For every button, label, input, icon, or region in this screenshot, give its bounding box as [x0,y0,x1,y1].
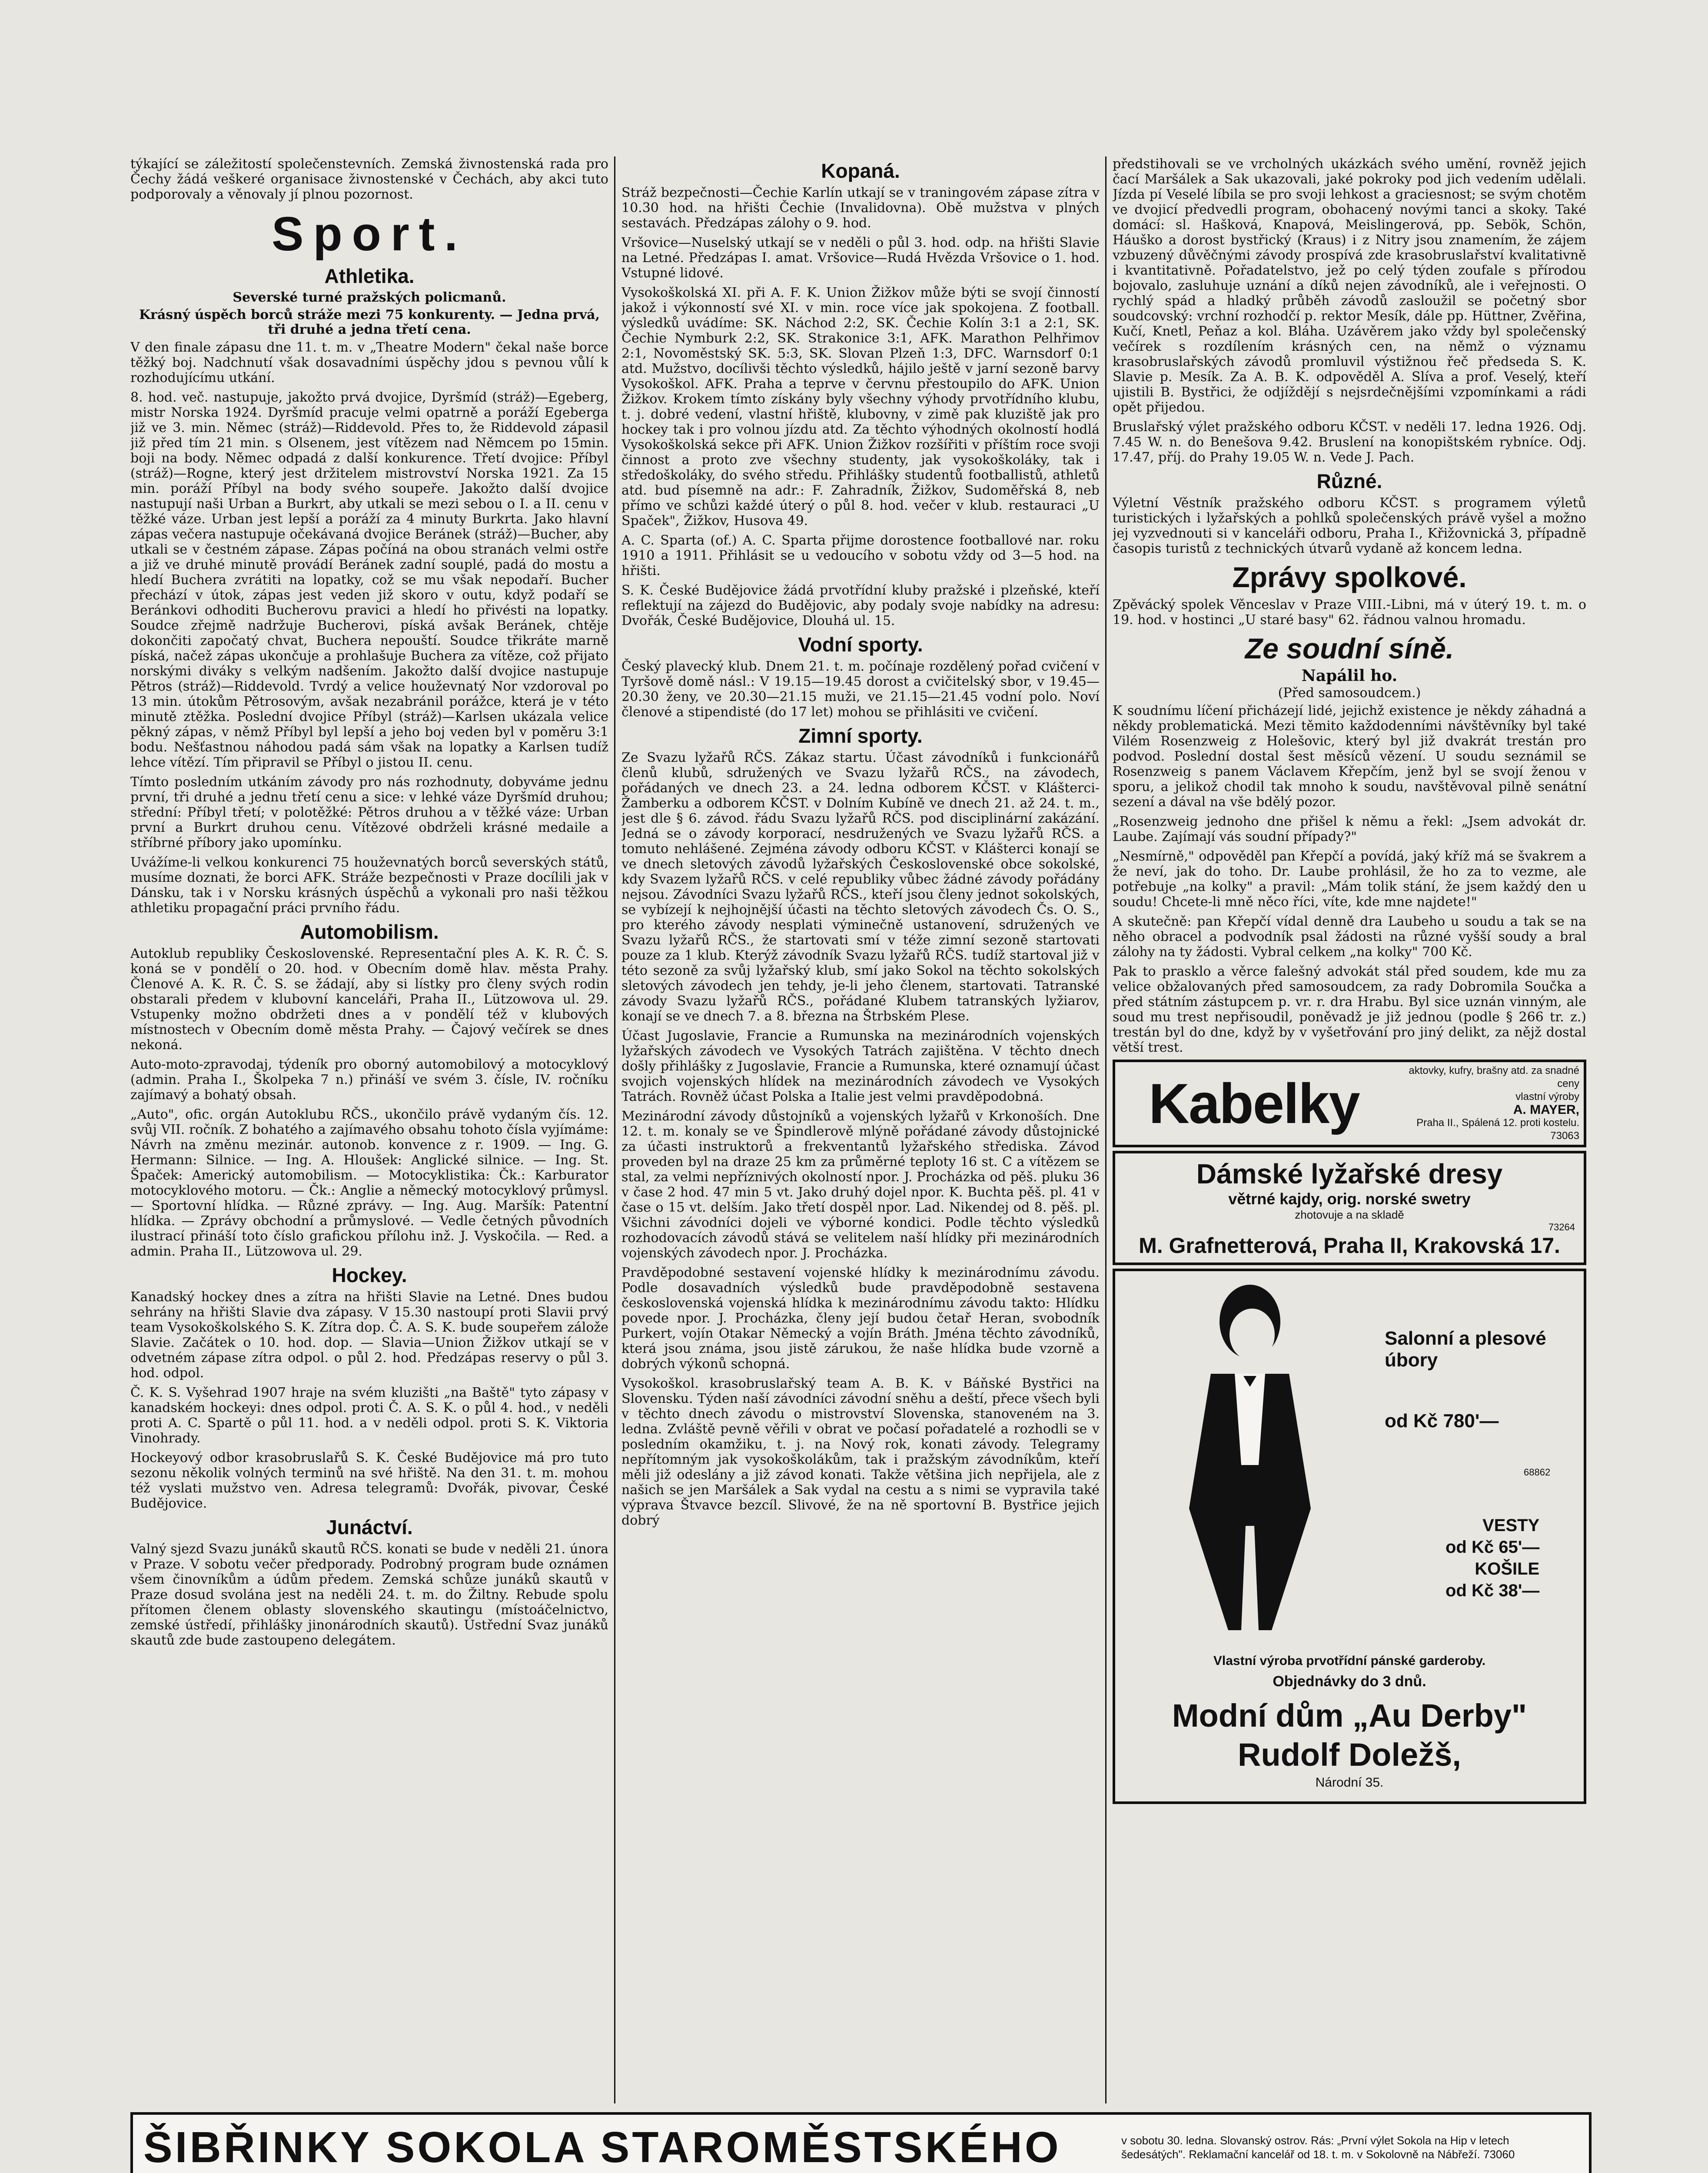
ad-title: Dámské lyžařské dresy [1196,1158,1503,1190]
ad-number: 68862 [1524,1467,1551,1478]
banner-subtitle: v sobotu 30. ledna. Slovanský ostrov. Rás: „První výlet Sokola na Hip v letech šedesátých". Reklamační kancelář od 18. t. m. v Sokolovně na Nábřeží. 73060 [1121,2134,1515,2161]
heading-vodni-sporty: Vodní sporty. [798,633,923,656]
ad-number: 73063 [1550,1130,1579,1142]
paragraph: Bruslařský výlet pražského odboru KČST. v neděli 17. ledna 1926. Odj. 7.45 W. n. do Benešova 9.42. Bruslení na konopištském rybníce. Odj. 17.47, příj. do Prahy 19.05 W. n. Vede J. Pach. [1113,419,1586,465]
paragraph: S. K. České Budějovice žádá prvotřídní kluby pražské i plzeňské, kteří reflektují na zájezd do Budějovic, aby podaly svoje nabídky na adresu: Dvořák, České Budějovice, Dlouhá ul. 15. [621,583,1100,628]
gentleman-illustration [1141,1283,1367,1639]
paragraph: Vysokoškolská XI. při A. F. K. Union Žižkov může býti se svojí činností jakož i výkonností své XI. v min. roce více jak spokojena. Z football. výsledků uvádíme: SK. Náchod 2:2, SK. Čechie Kolín 3:1 a 2:1, SK. Čechie Nymburk 2:2, SK. Strakonice 3:1, AFK. Marathon Pelhřimov 2:1, Novoměstský SK. 5:3, SK. Slovan Plzeň 1:3, DFC. Warnsdorf 0:1 atd. Mužstvo, docílivši těchto výsledků, hájilo ještě v jarní sezoně barvy Vysokoškol. AFK. Praha a teprve v červnu přestoupilo do AFK. Union Žižkov. Krokem tímto získány byly všechny výhody prvotřídního klubu, t. j. dobré vedení, vlastní hřiště, klubovny, v zimě pak kluziště jak pro hockey tak i pro volnou jízdu atd. Za těchto výhodných okolností hodlá Vysokoškolská sekce při AFK. Union Žižkov rozšířiti v příštím roce svoji činnost a proto zve všechny studenty, jak vysokoškoláky, tak i středoškoláky, do svého středu. Přihlášky studentů footballistů, athletů atd. bud písemně na adr.: F. Zahradník, Žižkov, Sudoměřská 8, neb přímo ve schůzi každé úterý o půl 8. hod. večer v klub. restauraci „U Spaček", Žižkov, Husova 49. [621,285,1100,528]
paragraph: Zpěvácký spolek Věnceslav v Praze VIII.-Libni, má v úterý 19. t. m. o 19. hod. v hostinci „U staré basy" 62. řádnou valnou hromadu. [1113,597,1586,628]
heading-ruzne: Různé. [1316,470,1382,492]
paragraph: Český plavecký klub. Dnem 21. t. m. počínaje rozdělený pořad cvičení v Tyršově domě násl.: V 19.15—19.45 dorost a cvičitelský sbor, v 19.45—20.30 ženy, ve 20.30—21.15 muži, ve 21.15—21.45 vodní polo. Noví členové a stipendisté (do 17 let) mohou se přihlásiti ve cvičení. [621,659,1100,720]
heading-hockey: Hockey. [332,1264,407,1286]
paragraph: Hockeyový odbor krasobruslařů S. K. České Budějovice má pro tuto sezonu několik volných terminů na své hřiště. Na den 31. t. m. mohou též vyslati mužstvo ven. Adresa telegramů: Dvořák, pivovar, České Budějovice. [130,1450,608,1511]
paragraph: Valný sjezd Svazu junáků skautů RČS. konati se bude v neděli 21. února v Praze. V sobotu večer předporady. Podrobný program bude oznámen všem činovníkům a údům předem. Zemská schůze junáků skautů v Praze dosud svolána jest na neděli 24. t. m. do Žiltny. Rebude spolu přítomen členem oblasty slovenského skautingu (místoáčelnictvo, zemské ústředí, přihlášky jinonárodních skautů). Ústřední Svaz junáků skautů zde bude zastoupeno delegátem. [130,1542,608,1648]
ad-brand: A. MAYER, [1513,1103,1579,1117]
article-title: Napálil ho. [1301,667,1398,685]
ad-price: od Kč 780'— [1385,1410,1499,1432]
column-rule [614,156,615,2103]
paragraph: Auto-moto-zpravodaj, týdeník pro oborný automobilový a motocyklový (admin. Praha I., Školpeka 7 n.) přináší ve svém 3. čísle, IV. ročníku zajímavý a bohatý obsah. [130,1057,608,1103]
ad-text: aktovky, kufry, brašny atd. za snadné ceny [1409,1065,1579,1090]
article-subtitle: (Před samosoudcem.) [1278,685,1421,701]
ad-address: Praha II., Spálená 12. proti kostelu. [1416,1117,1579,1129]
ad-text: Salonní a plesové úbory [1385,1328,1546,1371]
paragraph: Uvážíme-li velkou konkurenci 75 houževnatých borců severských států, musíme doznati, že borci AFK. Stráže bezpečnosti v Praze docílili jak v Dánsku, tak i v Norsku krásných úspěchů a vykonali pro naši těžkou athletiku propagační práci prvního řádu. [130,855,608,916]
ad-title: Modní dům „Au Derby" [1172,1698,1527,1734]
ad-text: Objednávky do 3 dnů. [1273,1673,1426,1690]
ad-text: KOŠILE [1475,1559,1540,1578]
column-2 [621,156,1100,2103]
subheading: Severské turné pražských policmanů. [233,290,506,305]
paragraph: Autoklub republiky Československé. Representační ples A. K. R. Č. S. koná se v pondělí o 20. hod. v Obecním domě hlav. města Prahy. Členové A. K. R. Č. S. se žádají, aby si lístky pro členy svých rodin obstarali předem v klubovní kanceláři, Praha II., Lützowova ul. 29. Vstupenky možno obdržeti dnes a v pondělí též v klubových místnostech v Obecním domě města Prahy. — Čajový večírek se dnes nekoná. [130,946,608,1053]
heading-athletika: Athletika. [324,265,415,287]
ad-title: Kabelky [1149,1072,1359,1135]
paragraph: „Rosenzweig jednoho dne přišel k němu a řekl: „Jsem advokát dr. Laube. Zajímají vás soudní případy?" [1113,814,1586,844]
ad-price: od Kč 38'— [1445,1581,1540,1600]
ad-text: vlastní výroby [1515,1091,1579,1103]
paragraph: Výletní Věstník pražského odboru KČST. s programem výletů turistických i lyžařských a pohlků společenských právě vyšel a možno jej vyzvednouti si v kanceláři odboru, Praha I., Křižovnická 3, případně časopis turistů z technických útvarů vydaně až koncem ledna. [1113,495,1586,556]
paragraph: předstihovali se ve vrcholných ukázkách svého umění, rovněž jejich čací Maršálek a Sak ukazovali, jaké pokroky pod jich vedením udělali. Jízda pí Veselé líbila se pro svoji lehkost a graciesnost; se svým chotěm ve dvojicí předvedli program, obohacený novými tanci a skoky. Také domácí: sl. Hašková, Knapová, Meislingerová, pp. Sebök, Schön, Háuško a dorost bystřický (Kraus) i z Nitry jsou znamením, že zájem vzbuzený důvěčnými závody prospívá zde krasobruslařství kvalitativně i kvantitativně. Pořadatelstvo, jež po celý týden zoufale s přírodou bojovalo, zasluhuje uznání a díků nejen závodníků, ale i veřejnosti. O rychlý spád a hladký průběh závodů zasloužil se početný sbor soudcovský: vrchní rozhodčí p. rektor Mesík, dále pp. Hüttner, Zvěřina, Kučí, Knetl, Peňaz a kol. Bláha. Uzávěrem jako vždy byl společenský večírek s rozdílením krásných cen, na němž o významu krasobruslařských závodů promluvil výstižnou řeč předseda S. K. Slavie p. Mesík. Za A. B. K. odpověděl A. Slíva a prof. Veselý, kteří ujistili B. Bystřici, že odjíždějí s nejsrdečnějšími vzpomínkami a rádi opět přijedou. [1113,156,1586,415]
ad-address: M. Grafnetterová, Praha II, Krakovská 17. [1139,1233,1560,1258]
newspaper-page [130,156,1586,2173]
ad-text: zhotovuje a na skladě [1295,1208,1404,1221]
heading-zimni-sporty: Zimní sporty. [798,724,923,747]
ad-text: větrné kajdy, orig. norské swetry [1228,1190,1471,1208]
paragraph: Vysokoškol. krasobruslařský team A. B. K. v Báňské Bystřici na Slovensku. Týden naší závodníci závodní sněhu a deští, přece všech byli v těchto dnech závodu o mistrovství Slovenska, stanoveném na 3. ledna. Zvláště pevně věřili v obrat ve počasí pořadatelé a rozhodli se v posledním okamžiku, t. j. na Nový rok, konati závody. Telegramy nepřítomným jak vysokoškolákům, tak i pražským závodníkům, kteří měli již odeslány a již závod konati. Takže většina jich nepřijela, ale z našich se jen Maršálek a Sak vydal na cestu a s nimi se vypravila také výprava Štvavce bezcíl. Slivové, že na ně sportovní B. Bystřice jejich dobrý [621,1376,1100,1528]
subheading: Krásný úspěch borců stráže mezi 75 konkurenty. — Jedna prvá, tři druhé a jedna třetí cena. [139,307,600,337]
section-sport: Sport. [272,207,467,261]
column-1 [130,156,608,2103]
paragraph: Č. K. S. Vyšehrad 1907 hraje na svém kluzišti „na Baště" tyto zápasy v kanadském hockeyi: dnes odpol. proti Č. A. S. K. o půl 4. hod., v neděli proti A. C. Spartě o půl 11. hod. a v neděli odpol. proti S. K. Viktoria Vinohrady. [130,1385,608,1446]
heading-automobilism: Automobilism. [300,920,439,943]
paragraph: K soudnímu líčení přicházejí lidé, jejichž existence je někdy záhadná a někdy problematická. Mezi těmito každodenními návštěvníky byl také Vilém Rosenzweig z Holešovic, který byl již dvakrát trestán pro podvod. Poslední dostal šest měsíců vězení. U soudu seznámil se Rosenzweig s panem Václavem Křepčím, jenž byl se svojí ženou v sporu, a jelikož chodil tak mnoho k soudu, navštěvoval pilně senátní sezení a dával na vše bdělý pozor. [1113,703,1586,810]
paragraph: A skutečně: pan Křepčí vídal denně dra Laubeho u soudu a tak se na něho obracel a podvodník psal žádosti na různé vyšší soudy a bral zálohy na ty žádosti. Vybral celkem „na kolky" 700 Kč. [1113,914,1586,960]
paragraph: Stráž bezpečnosti—Čechie Karlín utkají se v traningovém zápase zítra v 10.30 hod. na hřišti Čechie (Invalidovna). Obě mužstva v plných sestavách. Předzápas zálohy o 9. hod. [621,185,1100,231]
paragraph: A. C. Sparta (of.) A. C. Sparta přijme dorostence footballové nar. roku 1910 a 1911. Přihlásit se u vedoucího v sobotu vždy od 3—5 hod. na hřišti. [621,533,1100,578]
ad-address: Národní 35. [1315,1775,1384,1790]
ad-number: 73264 [1548,1222,1575,1233]
heading-kopana: Kopaná. [821,159,900,182]
heading-junactvi: Junáctví. [326,1516,413,1538]
banner-sibrinky [130,2112,1592,2173]
paragraph: Pravděpodobné sestavení vojenské hlídky k mezinárodnímu závodu. Podle dosavadních výsledků bude pravděpodobně sestavena československá vojenská hlídka k mezinárodnímu závodu takto: Hlídku povede npor. J. Procházka, členy její budou četař Heran, svobodník Purkert, vojín Otakar Německý a vojín Bráth. Jména těchto závodníků, která jsou známa, jsou jistě zárukou, že naše hlídka bude vzorně a dobrých výkonů schopná. [621,1265,1100,1372]
paragraph: Kanadský hockey dnes a zítra na hřišti Slavie na Letné. Dnes budou sehrány na hřišti Slavie dva zápasy. V 15.30 nastoupí proti Slavii prvý team Vysokoškolského S. K. Zítra dop. Č. A. S. K. bude soupeřem zálože Slavie. Začátek o 10. hod. dop. — Slavia—Union Žižkov utkají se v odvetném zápase zítra odpol. o půl 2. hod. Předzápas reservy o půl 3. hod. odpol. [130,1289,608,1381]
paragraph: „Nesmírně," odpověděl pan Křepčí a povídá, jaký kříž má se švakrem a že neví, jak do toho. Dr. Laube prohlásil, že ho za to vezme, ale potřebuje „na kolky" a pravil: „Mám tolik stání, že jsem každý den u soudu! Chcete-li mně něco říci, víte, kde mne najdete!" [1113,849,1586,910]
paragraph: Mezinárodní závody důstojníků a vojenských lyžařů v Krkonoších. Dne 12. t. m. konaly se ve Špindlerově mlýně pořádané závody důstojnické za účasti instruktorů a frekventantů lyžařského střediska. Závod proveden byl na draze 25 km za průměrné teploty 16 st. C a vítězem se stal, za velmi nepříznivých okolností npor. J. Procházka od pěš. pluku 36 v čase 2 hod. 47 min 5 vt. Jako druhý dojel npor. K. Buchta pěš. pl. 41 v čase o 15 vt. delším. Jako třetí dospěl npor. Lad. Nikendej od 8. pěš. pl. Všichni závodníci dojeli ve výborné kondici. Podle těchto výsledků rozhodovacích závodů stává se velitelem naší hlídky při mezinárodních vojenských závodech npor. J. Procházka. [621,1109,1100,1261]
ad-text: Vlastní výroba prvotřídní pánské garderoby. [1213,1654,1486,1668]
paragraph: 8. hod. več. nastupuje, jakožto prvá dvojice, Dyršmíd (stráž)—Egeberg, mistr Norska 1924. Dyršmíd pracuje velmi opatrně a poráží Egeberga již ve 3. min. Němec (stráž)—Riddevold. Přes to, že Riddevold zápasil již před tím 21 min. s Olsenem, jest vítězem nad Němcem po 15min. boji na body. Němec odpadá z další konkurence. Třetí dvojice: Příbyl (stráž)—Rogne, který jest držitelem mistrovství Norska 1921. Za 15 min. poráží Příbyl na body svého soupeře. Jakožto další dvojice nastupují naši Urban a Burkrt, aby utkali se mezi sebou o I. a II. cenu v těžké váze. Urban jest lepší a poráží za 4 minuty Burkrta. Jako hlavní zápas večera nastupuje očekávaná dvojice Beránek (stráž)—Bucher, aby utkali se v čestném zápase. Zápas počíná na obou stranách velmi ostře a již ve druhé minutě provádí Beránek zadní souplé, padá do mostu a hledí Buchera zvrátiti na lopatky, což se mu však nepodaří. Bucher přechází v útok, zápas jest veden již skoro v outu, když podaří se Beránkovi odhoditi Bucherovu pravici a hledí ho přivésti na lopatky. Soudce zřejmě nadržuje Bucherovi, píská avšak Beránek, chtěje dokončiti započatý chvat, Buchera nepouští. Soudce třikráte marně píská, načež zápas ukončuje a prohlašuje Buchera za vítěze, což přijato norskými diváky s velkým nadšením. Jakožto další dvojice nastupuje Pětros (stráž)—Riddevold. Tvrdý a velice houževnatý Nor vzdoroval po 13 min. útokům Pětrosovým, avšak nezabránil porážce, která je v této minutě ztěžka. Poslední dvojice Příbyl (stráž)—Karlsen ukázala velice pěkný zápas, v němž Příbyl byl lepší a jeho boj veden byl v poměru 3:1 bodu. Nešťastnou náhodou padá sám však na lopatky a Karlsen tudíž lehce vítězí. Tím připravil se Příbyl o jistou II. cenu. [130,390,608,770]
column-3 [1113,156,1586,2103]
paragraph: Tímto posledním utkáním závody pro nás rozhodnuty, dobyváme jednu první, tři druhé a jednu třetí cenu a sice: v lehké váze Dyršmíd druhou; střední: Příbyl třetí; v polotěžké: Pětros druhou a v těžké váze: Urban první a Burkrt druhou cenu. Vítězové obdrželi krásné medaile a stříbrné příbory jako upomínku. [130,774,608,851]
paragraph: „Auto", ofic. orgán Autoklubu RČS., ukončilo právě vydaným čís. 12. svůj VII. ročník. Z bohatého a zajímavého obsahu tohoto čísla vyjímáme: Návrh na změnu mezinár. autonob. konvence z r. 1909. — Ing. G. Hermann: Silnice. — Ing. A. Hloušek: Anglické silnice. — Ing. St. Špaček: Americký automobilism. — Motocyklistika: Čk.: Karburator motocyklového motoru. — Čk.: Anglie a německý motocyklový průmysl. — Sportovní hlídka. — Různé zprávy. — Ing. Aug. Maršík: Patentní hlídka. — Zprávy obchodní a průmyslové. — Vedle četných původních ilustrací přináší toto číslo grafickou přílohu inž. J. Vyskočila. — Red. a admin. Praha II., Lützowova ul. 29. [130,1107,608,1259]
paragraph: Pak to prasklo a věrce falešný advokát stál před soudem, kde mu za velice obžalovaných před samosoudcem, za rady Dobromila Součka a před státním zástupcem p. vr. r. dra Hrabu. Byl sice uznán vinným, ale soud mu trest nepřisoudil, poněvadž je již jednou (podle § 266 tr. z.) trestán byl do dne, když by v vyšetřování pro jiný delikt, za nějž dostal větší trest. [1113,964,1586,1055]
ad-text: VESTY [1482,1516,1540,1535]
paragraph: Účast Jugoslavie, Francie a Rumunska na mezinárodních vojenských lyžařských závodech ve Vysokých Tatrách zajištěna. V těchto dnech došly přihlášky z Jugoslavie, Francie a Rumunska, které oznamují účast svojich vojenských hlídek na mezinárodních závodech ve Vysokých Tatrách. Rovněž účast Polska a Italie jest velmi pravděpodobná. [621,1028,1100,1104]
paragraph: Vršovice—Nuselský utkají se v neděli o půl 3. hod. odp. na hřišti Slavie na Letné. Předzápas I. amat. Vršovice—Rudá Hvězda Vršovice o 1. hod. Vstupné lidové. [621,235,1100,281]
heading-zpravy-spolkove: Zprávy spolkové. [1232,561,1467,593]
intro-text: týkající se záležitostí společenstevních. Zemská živnostenská rada pro Čechy žádá veškeré organisace živnostenské v Čechách, aby akci tuto podporovaly a věnovaly jí plnou pozornost. [130,156,608,202]
ad-lyzarske-dresy [1113,1151,1586,1265]
ad-title: Rudolf Doležš, [1238,1737,1461,1773]
ad-kabelky [1113,1060,1586,1147]
ad-au-derby [1113,1269,1586,1804]
paragraph: V den finale zápasu dne 11. t. m. v „Theatre Modern" čekal naše borce těžký boj. Nadchnutí však dosavadními úspěchy jdou s pevnou vůlí k rozhodujícímu utkání. [130,340,608,385]
ad-price: od Kč 65'— [1445,1538,1540,1557]
column-rule [1105,156,1107,2103]
paragraph: Ze Svazu lyžařů RČS. Zákaz startu. Účast závodníků i funkcionářů členů klubů, sdružených ve Svazu lyžařů RČS., na závodech, pořádaných ve dnech 23. a 24. ledna odborem KČST. v Klášterci-Žamberku a odborem KČST. v Dolním Kubíně ve dnech 21. až 24. t. m., jest dle § 6. závod. řádu Svazu lyžařů RČS. pod disciplinární zakázání. Jedná se o závody korporací, nesdružených ve Svazu lyžařů RČS. a tomuto nehlášené. Zejména závody odboru KČST. v Klášterci konají se ve dnech sletových závodů lyžařských Československé obce sokolské, kdy Svazem lyžařů RČS. v celé republiky vůbec žádné závody pořádány nejsou. Závodníci Svazu lyžařů RČS., kteří jsou členy jednot sokolských, se vybízejí k nejhojnější účasti na těchto sletových závodech Čs. O. S., pro kterého závody nesplati výminečně ustanovení, sdružených ve Svazu lyžařů RČS., že startovati smí v téže zimní sezoně startovati pouze za 1 klub. Kterýž závodník Svazu lyžařů RČS. tudíž startoval již v této sezoně za svůj lyžařský klub, smí jako Sokol na těchto sokolských sletových závodech jen tehdy, je-li jeho členem, startovati. Tatranské závody Svazu lyžařů RČS., pořádané Klubem tatranských lyžiarov, konají se ve dnech 7. a 8. března na Štrbském Plese. [621,750,1100,1024]
banner-title: ŠIBŘINKY SOKOLA STAROMĚSTSKÉHO [143,2123,1061,2172]
heading-ze-soudni-sine: Ze soudní síně. [1245,632,1454,665]
